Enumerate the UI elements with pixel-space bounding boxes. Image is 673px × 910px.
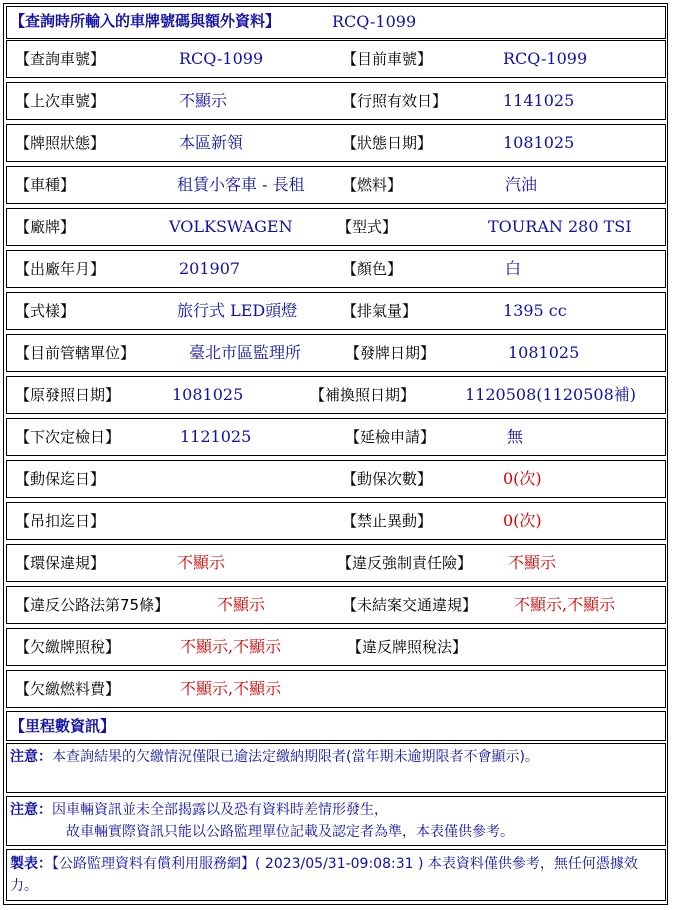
field-value: 1120508(1120508補) <box>465 385 637 404</box>
field-label: 【動保次數】 <box>342 470 433 488</box>
field-label: 【查詢車號】 <box>15 50 106 68</box>
field-value: 汽油 <box>505 175 538 194</box>
field-value: 1141025 <box>503 91 575 110</box>
report-header <box>6 6 666 39</box>
field-label: 【延檢申請】 <box>345 428 436 446</box>
table-row <box>6 166 666 204</box>
field-label: 【行照有效日】 <box>342 92 448 110</box>
table-row <box>6 376 666 414</box>
field-value: 不顯示 <box>177 553 226 572</box>
field-label: 【廠牌】 <box>15 218 76 236</box>
field-label: 【吊扣迄日】 <box>15 512 106 530</box>
table-row <box>6 670 666 708</box>
field-value: 租賃小客車 - 長租 <box>177 175 305 194</box>
field-label: 【排氣量】 <box>342 302 418 320</box>
field-value: 1081025 <box>172 385 244 404</box>
table-row <box>6 628 666 666</box>
table-row <box>6 334 666 372</box>
field-label: 【欠繳燃料費】 <box>15 680 121 698</box>
field-label: 【環保違規】 <box>15 554 106 572</box>
table-row <box>6 502 666 540</box>
header-title-value: RCQ-1099 <box>332 12 417 31</box>
field-value: RCQ-1099 <box>179 49 264 68</box>
field-label: 【未結案交通違規】 <box>342 596 478 614</box>
field-label: 【違反牌照稅法】 <box>347 638 468 656</box>
table-row <box>6 418 666 456</box>
field-label: 【出廠年月】 <box>15 260 106 278</box>
mileage-title: 【里程數資訊】 <box>10 717 116 735</box>
table-row <box>6 40 666 78</box>
field-label: 【型式】 <box>337 218 398 236</box>
note-1-prefix: 注意： <box>10 749 52 765</box>
field-value: 1395 cc <box>503 301 567 320</box>
table-row <box>6 124 666 162</box>
field-label: 【燃料】 <box>342 176 403 194</box>
field-value: 不顯示 <box>179 91 228 110</box>
field-label: 【下次定檢日】 <box>15 428 121 446</box>
table-row <box>6 292 666 330</box>
footer-box <box>6 849 666 901</box>
table-row <box>6 460 666 498</box>
field-label: 【目前管轄單位】 <box>15 344 136 362</box>
note-2-box <box>6 796 666 846</box>
field-label: 【原發照日期】 <box>15 386 121 404</box>
footer-text: 【公路監理資料有償利用服務網】( 2023/05/31-09:08:31 ) 本表資料僅供參考，無任何憑據效力。 <box>10 856 638 894</box>
field-label: 【違反強制責任險】 <box>337 554 473 572</box>
field-value: 0(次) <box>503 511 542 530</box>
field-label: 【補換照日期】 <box>310 386 416 404</box>
field-value: TOURAN 280 TSI <box>488 217 632 236</box>
header-title-label: 【查詢時所輸入的車牌號碼與額外資料】 <box>10 12 281 30</box>
field-value: 不顯示 <box>217 595 266 614</box>
table-row <box>6 208 666 246</box>
footer-prefix: 製表： <box>10 856 52 872</box>
field-value: 不顯示 <box>508 553 557 572</box>
note-2-prefix: 注意： <box>10 802 52 818</box>
field-label: 【顏色】 <box>342 260 403 278</box>
field-value: 不顯示,不顯示 <box>514 595 616 614</box>
field-value: 不顯示,不顯示 <box>180 637 282 656</box>
note-1-text: 本查詢結果的欠繳情況僅限已逾法定繳納期限者(當年期未逾期限者不會顯示)。 <box>52 749 539 765</box>
note-1 <box>10 746 660 768</box>
mileage-section <box>6 711 666 741</box>
field-value: RCQ-1099 <box>503 49 588 68</box>
footer <box>10 853 660 897</box>
field-label: 【禁止異動】 <box>342 512 433 530</box>
field-value: 201907 <box>179 259 241 278</box>
field-value: 1081025 <box>503 133 575 152</box>
table-row <box>6 544 666 582</box>
table-row <box>6 82 666 120</box>
note-2 <box>10 799 660 843</box>
field-label: 【發牌日期】 <box>345 344 436 362</box>
field-label: 【牌照狀態】 <box>15 134 106 152</box>
field-label: 【狀態日期】 <box>342 134 433 152</box>
table-row <box>6 250 666 288</box>
field-value: 1121025 <box>180 427 252 446</box>
field-label: 【上次車號】 <box>15 92 106 110</box>
field-label: 【式樣】 <box>15 302 76 320</box>
field-value: 0(次) <box>503 469 542 488</box>
note-2-line1: 因車輛資訊並未全部揭露以及恐有資料時差情形發生， <box>52 802 388 818</box>
field-label: 【違反公路法第75條】 <box>15 596 170 614</box>
field-value: 1081025 <box>508 343 580 362</box>
field-value: 不顯示,不顯示 <box>180 679 282 698</box>
field-label: 【欠繳牌照稅】 <box>15 638 121 656</box>
field-value: 無 <box>507 427 524 446</box>
table-row <box>6 586 666 624</box>
field-value: 白 <box>505 259 522 278</box>
note-1-box <box>6 743 666 793</box>
field-value: VOLKSWAGEN <box>169 217 293 236</box>
note-2-line2: 故車輛實際資訊只能以公路監理單位記載及認定者為準，本表僅供參考。 <box>66 824 514 840</box>
field-label: 【目前車號】 <box>342 50 433 68</box>
field-value: 臺北市區監理所 <box>189 343 302 362</box>
field-value: 旅行式 LED頭燈 <box>177 301 298 320</box>
field-value: 本區新領 <box>179 133 244 152</box>
field-label: 【動保迄日】 <box>15 470 106 488</box>
field-label: 【車種】 <box>15 176 76 194</box>
